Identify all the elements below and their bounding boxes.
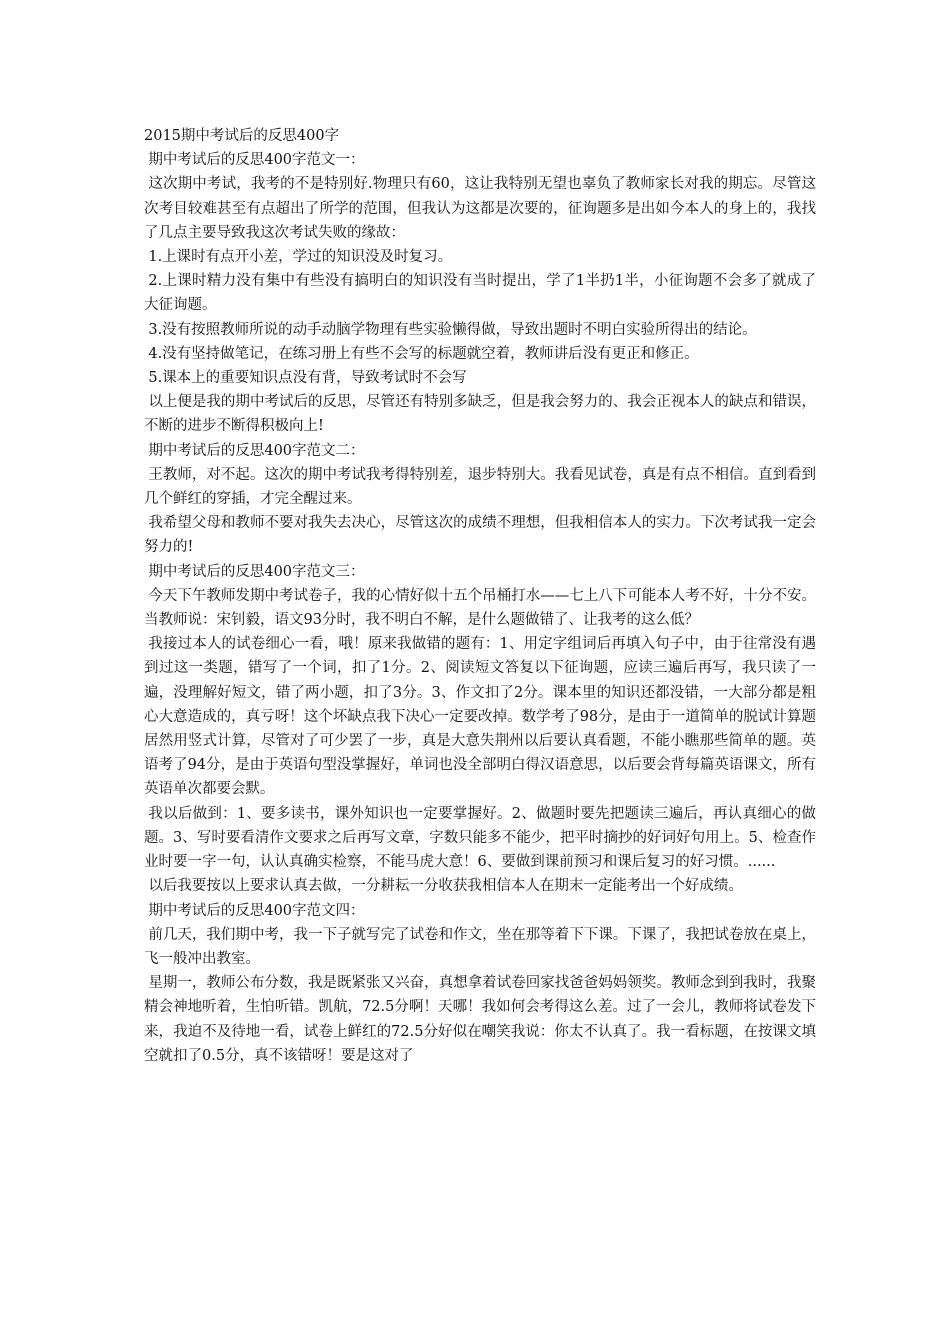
paragraph: 我希望父母和教师不要对我失去决心，尽管这次的成绩不理想，但我相信本人的实力。下次考试我一定会努力的!: [144, 515, 816, 556]
list-item: 5.课本上的重要知识点没有背，导致考试时不会写: [148, 370, 467, 387]
list-item: 1.上课时有点开小差，学过的知识没及时复习。: [148, 249, 453, 266]
section-heading-1: 期中考试后的反思400字范文一：: [148, 152, 365, 169]
section-heading-2: 期中考试后的反思400字范文二：: [148, 442, 365, 459]
list-item: 4.没有坚持做笔记，在练习册上有些不会写的标题就空着，教师讲后没有更正和修正。: [148, 345, 699, 362]
section-heading-4: 期中考试后的反思400字范文四：: [148, 902, 365, 919]
paragraph: 以上便是我的期中考试后的反思，尽管还有特别多缺乏，但是我会努力的、我会正视本人的缺点和错误，不断的进步不断得积极向上!: [144, 394, 816, 435]
paragraph: 这次期中考试，我考的不是特别好.物理只有60，这让我特别无望也辜负了教师家长对我的期忘。尽管这次考目较难甚至有点超出了所学的范围，但我认为这都是次要的，征询题多是出如今本人的身上的，我找了几点主要导致我这次考试失败的缘故：: [144, 176, 816, 241]
paragraph: 我以后做到：1、要多读书，课外知识也一定要掌握好。2、做题时要先把题读三遍后，再认真细心的做题。3、写时要看清作文要求之后再写文章，字数只能多不能少，把平时摘抄的好词好句用上。5、检查作业时要一字一句，认认真确实检察，不能马虎大意！6、要做到课前预习和课后复习的好习惯。......: [144, 805, 816, 871]
paragraph: 前几天，我们期中考，我一下子就写完了试卷和作文，坐在那等着下下课。下课了，我把试卷放在桌上，飞一般冲出教室。: [144, 926, 816, 967]
section-heading-3: 期中考试后的反思400字范文三：: [148, 563, 365, 580]
paragraph: 王教师，对不起。这次的期中考试我考得特别差，退步特别大。我看见试卷，真是有点不相信。直到看到几个鲜红的穿插，才完全醒过来。: [144, 466, 816, 508]
list-item: 2.上课时精力没有集中有些没有搞明白的知识没有当时提出，学了1半扔1半，小征询题不会多了就成了大征询题。: [144, 273, 816, 314]
document-title: 2015期中考试后的反思400字: [144, 128, 340, 144]
paragraph: 今天下午教师发期中考试卷子，我的心情好似十五个吊桶打水——七上八下可能本人考不好，十分不安。当教师说：宋钊毅，语文93分时，我不明白不解，是什么题做错了、让我考的这么低？: [144, 587, 816, 629]
paragraph: 我接过本人的试卷细心一看，哦！原来我做错的题有：1、用定字组词后再填入句子中，由于往常没有遇到过这一类题，错写了一个词，扣了1分。2、阅读短文答复以下征询题，应读三遍后再写，我只读了一遍，没理解好短文，错了两小题，扣了3分。3、作文扣了2分。课本里的知识还都没错，一大部分都是粗心大意造成的，真亏呀！这个坏缺点我下决心一定要改掉。数学考了98分，是由于一道简单的脱试计算题居然用竖式计算，尽管对了可少罢了一步，真是大意失荆州以后要认真看题，不能小瞧那些简单的题。英语考了94分，是由于英语句型没掌握好，单词也没全部明白得汉语意思，以后要会背每篇英语课文，所有英语单次都要会默。: [144, 636, 816, 798]
paragraph: 星期一，教师公布分数，我是既紧张又兴奋，真想拿着试卷回家找爸爸妈妈领奖。教师念到到我时，我聚精会神地听着，生怕听错。凯航，72.5分啊！天哪！我如何会考得这么差。过了一会儿，教师将试卷发下来，我迫不及待地一看，试卷上鲜红的72.5分好似在嘲笑我说：你太不认真了。我一看标题，在按课文填空就扣了0.5分，真不该错呀！要是这对了: [144, 975, 816, 1064]
paragraph: 以后我要按以上要求认真去做，一分耕耘一分收获我相信本人在期末一定能考出一个好成绩。: [148, 878, 743, 895]
list-item: 3.没有按照教师所说的动手动脑学物理有些实验懒得做，导致出题时不明白实验所得出的结论。: [148, 321, 757, 338]
document-body: [144, 124, 816, 1068]
